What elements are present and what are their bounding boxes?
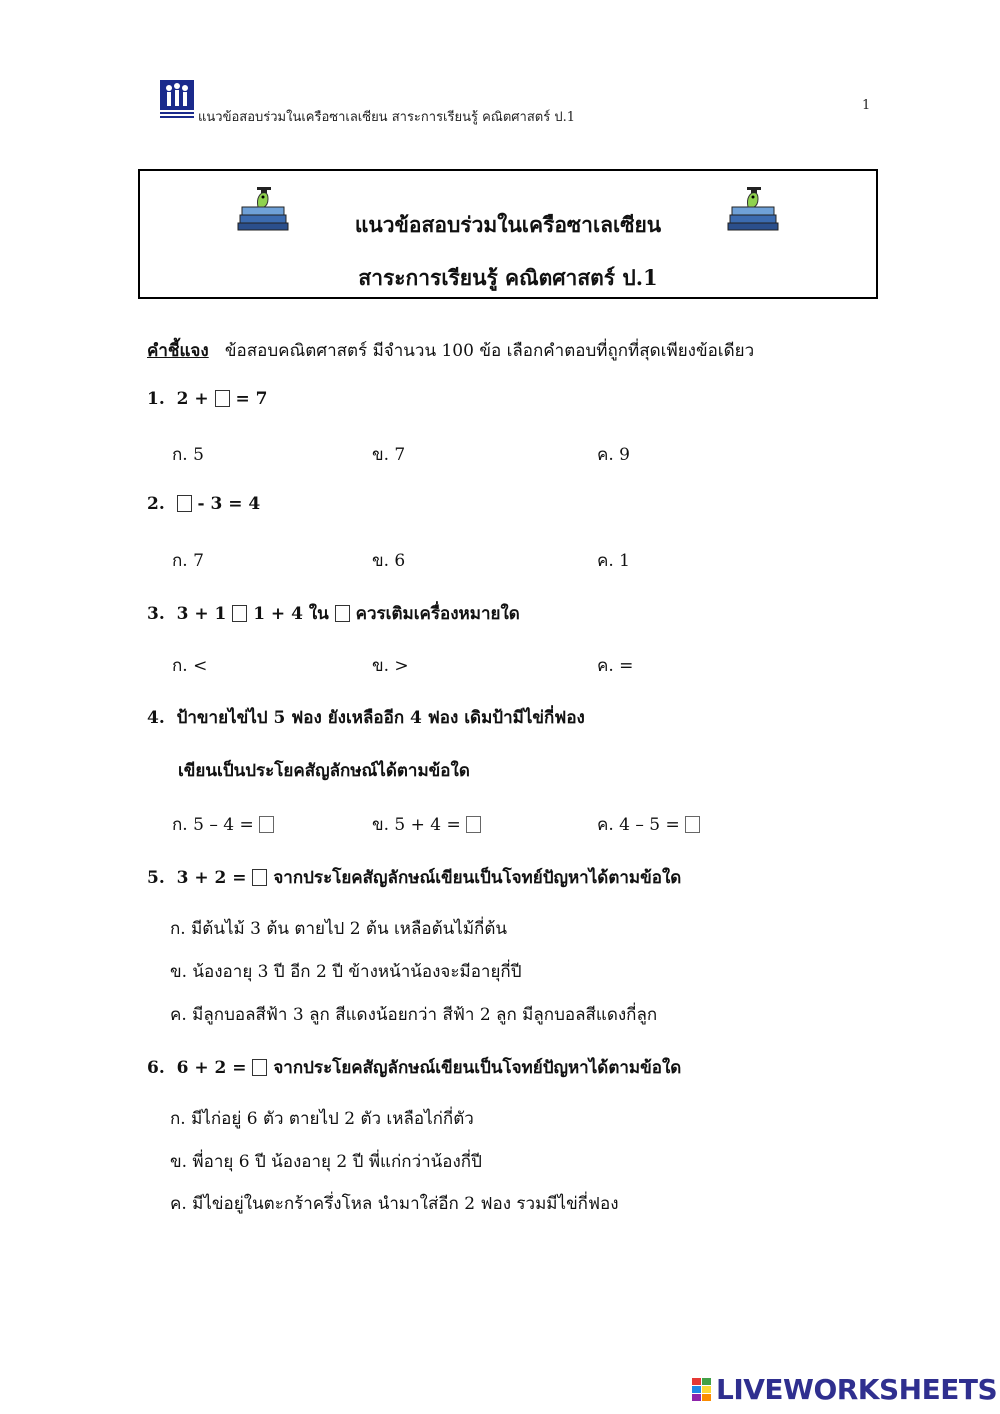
question-text: 1 + 4 ใน xyxy=(253,604,329,624)
question-number: 5. xyxy=(147,868,165,888)
question-text: 3 + 1 xyxy=(176,604,227,624)
title-line-1: แนวข้อสอบร่วมในเครือซาเลเซียน xyxy=(354,212,662,237)
option-text: ค. 4 – 5 = xyxy=(597,815,680,835)
answer-box[interactable] xyxy=(252,1059,267,1076)
question-4-line-2: เขียนเป็นประโยคสัญลักษณ์ได้ตามข้อใด xyxy=(178,761,470,781)
option-b[interactable]: ข. > xyxy=(372,656,409,676)
answer-box[interactable] xyxy=(232,605,247,622)
question-2 xyxy=(147,494,260,514)
option-b[interactable]: ข. พี่อายุ 6 ปี น้องอายุ 2 ปี พี่แก่กว่าน้องกี่ปี xyxy=(170,1152,482,1172)
page-number: 1 xyxy=(862,98,871,113)
option-a[interactable]: ก. มีไก่อยู่ 6 ตัว ตายไป 2 ตัว เหลือไก่กี่ตัว xyxy=(170,1109,474,1129)
option-c[interactable]: ค. 1 xyxy=(597,551,630,571)
option-a[interactable]: ก. มีต้นไม้ 3 ต้น ตายไป 2 ต้น เหลือต้นไม้กี่ต้น xyxy=(170,919,508,939)
option-b[interactable]: ข. 7 xyxy=(372,445,406,465)
option-a[interactable]: ก. 7 xyxy=(172,551,204,571)
question-text: 6 + 2 = xyxy=(176,1058,247,1078)
option-c[interactable]: ค. มีลูกบอลสีฟ้า 3 ลูก สีแดงน้อยกว่า สีฟ้า 2 ลูก มีลูกบอลสีแดงกี่ลูก xyxy=(170,1005,658,1025)
answer-box xyxy=(259,816,274,833)
answer-box[interactable] xyxy=(335,605,350,622)
option-c[interactable]: ค. 9 xyxy=(597,445,630,465)
option-c[interactable]: ค. = xyxy=(597,656,634,676)
question-number: 2. xyxy=(147,494,165,514)
question-6 xyxy=(147,1054,681,1081)
question-number: 3. xyxy=(147,604,165,624)
question-text: ควรเติมเครื่องหมายใด xyxy=(355,604,520,624)
question-number: 6. xyxy=(147,1058,165,1078)
answer-box xyxy=(466,816,481,833)
question-text: 3 + 2 = xyxy=(176,868,247,888)
option-text: ข. 5 + 4 = xyxy=(372,815,461,835)
option-text: ก. 5 – 4 = xyxy=(172,815,254,835)
instructions xyxy=(147,337,754,364)
liveworksheets-watermark: LIVEWORKSHEETS xyxy=(716,1373,998,1406)
question-number: 1. xyxy=(147,389,165,409)
school-logo-icon xyxy=(160,80,194,120)
instructions-text: ข้อสอบคณิตศาสตร์ มีจำนวน 100 ข้อ เลือกคำตอบที่ถูกที่สุดเพียงข้อเดียว xyxy=(224,341,755,361)
answer-box[interactable] xyxy=(177,495,192,512)
option-a[interactable]: ก. < xyxy=(172,656,208,676)
option-b[interactable]: ข. น้องอายุ 3 ปี อีก 2 ปี ข้างหน้าน้องจะมีอายุกี่ปี xyxy=(170,962,522,982)
header-text: แนวข้อสอบร่วมในเครือซาเลเซียน สาระการเรียนรู้ คณิตศาสตร์ ป.1 xyxy=(198,110,575,125)
answer-box[interactable] xyxy=(215,390,230,407)
title-line-2: สาระการเรียนรู้ คณิตศาสตร์ ป.1 xyxy=(358,265,658,290)
books-worm-icon xyxy=(726,185,782,233)
option-a[interactable] xyxy=(172,811,274,838)
answer-box[interactable] xyxy=(252,869,267,886)
question-text: ป้าขายไข่ไป 5 ฟอง ยังเหลืออีก 4 ฟอง เดิมป้ามีไข่กี่ฟอง xyxy=(176,708,585,728)
question-4 xyxy=(147,704,585,731)
liveworksheets-logo-icon xyxy=(692,1378,712,1402)
option-a[interactable]: ก. 5 xyxy=(172,445,204,465)
question-text: จากประโยคสัญลักษณ์เขียนเป็นโจทย์ปัญหาได้ตามข้อใด xyxy=(273,1058,682,1078)
question-5 xyxy=(147,864,681,891)
answer-box xyxy=(685,816,700,833)
question-text: = 7 xyxy=(235,389,268,409)
question-3 xyxy=(147,600,520,627)
option-b[interactable]: ข. 6 xyxy=(372,551,406,571)
question-text: จากประโยคสัญลักษณ์เขียนเป็นโจทย์ปัญหาได้ตามข้อใด xyxy=(273,868,682,888)
option-b[interactable] xyxy=(372,811,481,838)
option-c[interactable] xyxy=(597,811,700,838)
question-1 xyxy=(147,389,267,409)
question-text: - 3 = 4 xyxy=(197,494,261,514)
title-box xyxy=(138,169,878,299)
instructions-label: คำชี้แจง xyxy=(147,341,209,361)
books-worm-icon xyxy=(236,185,292,233)
question-text: 2 + xyxy=(176,389,209,409)
question-number: 4. xyxy=(147,708,165,728)
option-c[interactable]: ค. มีไข่อยู่ในตะกร้าครึ่งโหล นำมาใส่อีก 2 ฟอง รวมมีไข่กี่ฟอง xyxy=(170,1194,619,1214)
